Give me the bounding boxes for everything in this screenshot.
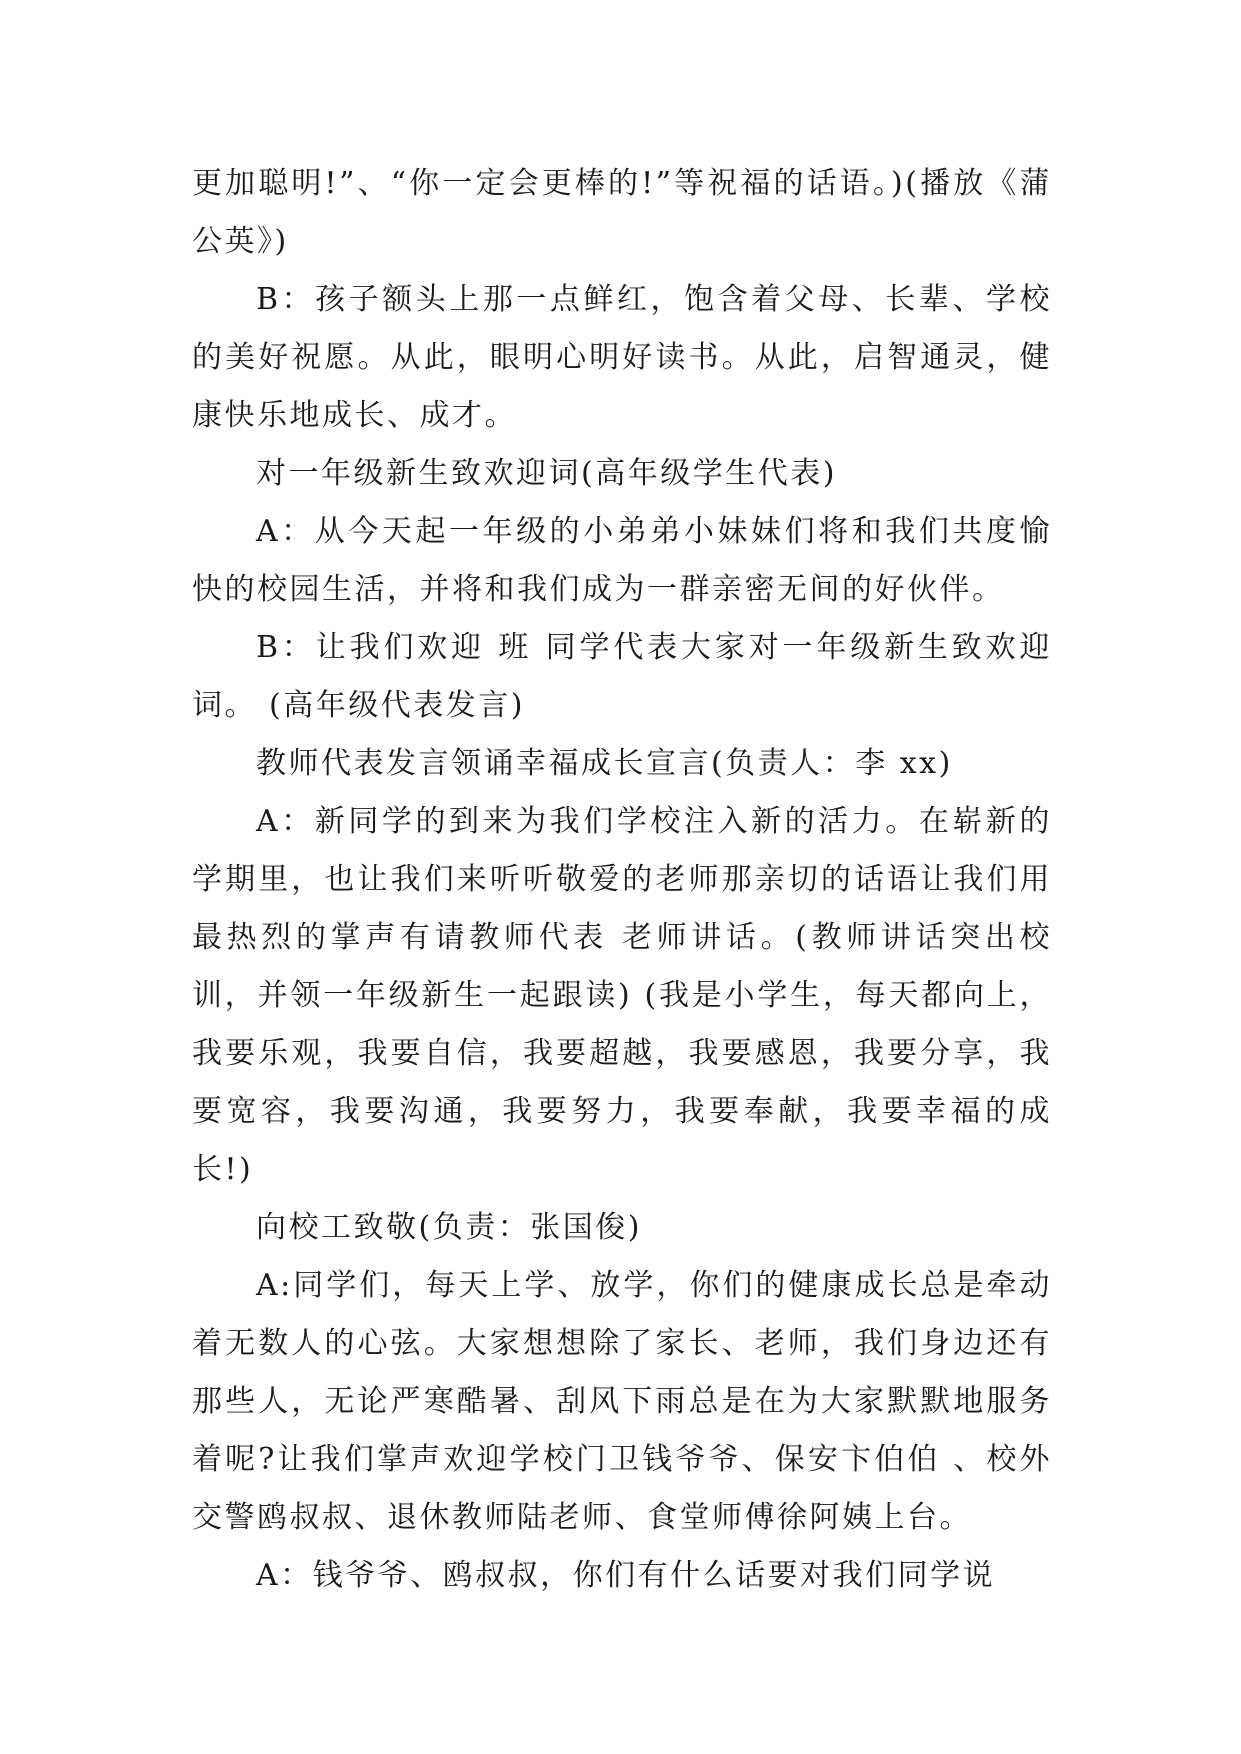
paragraph-a-staff-introduction: A:同学们，每天上学、放学，你们的健康成长总是牵动着无数人的心弦。大家想想除了家长、老师，我们身边还有那些人，无论严寒酷暑、刮风下雨总是在为大家默默地服务着呢?让我们掌声欢迎学校门卫钱爷爷、保安卞伯伯 、校外交警鸥叔叔、退休教师陆老师、食堂师傅徐阿姨上台。: [192, 1268, 1052, 1535]
section-heading-salute-staff: 向校工致敬(负责：张国俊): [256, 1210, 642, 1245]
paragraph-a-teacher-speech: A：新同学的到来为我们学校注入新的活力。在崭新的学期里，也让我们来听听敬爱的老师那亲切的话语让我们用最热烈的掌声有请教师代表 老师讲话。(教师讲话突出校训，并领一年级新生一起跟读) (我是小学生，每天都向上，我要乐观，我要自信，我要超越，我要感恩，我要分享，我要宽容，我要沟通，我要努力，我要奉献，我要幸福的成长!): [192, 804, 1052, 1187]
paragraph-a-school-life: A：从今天起一年级的小弟弟小妹妹们将和我们共度愉快的校园生活，并将和我们成为一群亲密无间的好伙伴。: [192, 514, 1052, 607]
paragraph-a-question-to-staff: A：钱爷爷、鸥叔叔，你们有什么话要对我们同学说: [256, 1558, 996, 1593]
paragraph-blessing-continuation: 更加聪明!”、“你一定会更棒的!”等祝福的话语。)(播放《蒲公英》): [192, 166, 1052, 259]
document-body: [192, 155, 1052, 1605]
paragraph-b-forehead-red-dot: B：孩子额头上那一点鲜红，饱含着父母、长辈、学校的美好祝愿。从此，眼明心明好读书。从此，启智通灵，健康快乐地成长、成才。: [192, 282, 1052, 433]
paragraph-b-welcome-representative: B：让我们欢迎 班 同学代表大家对一年级新生致欢迎词。 (高年级代表发言): [192, 630, 1052, 723]
section-heading-welcome-speech: 对一年级新生致欢迎词(高年级学生代表): [256, 456, 837, 491]
section-heading-teacher-declaration: 教师代表发言领诵幸福成长宣言(负责人：李 xx): [256, 746, 953, 781]
